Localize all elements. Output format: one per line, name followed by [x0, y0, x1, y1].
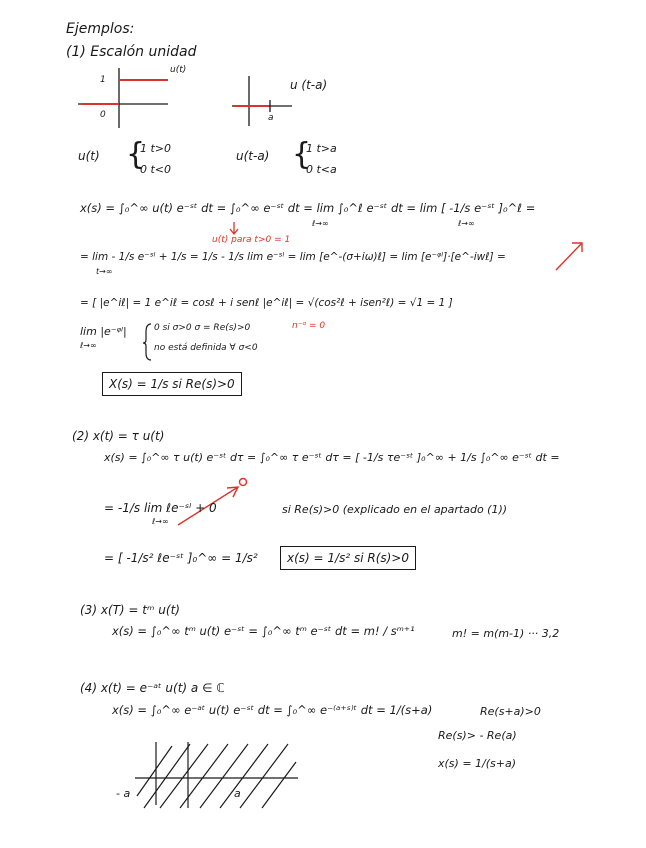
s1-case-converges: 0 si σ>0 σ = Re(s)>0: [154, 323, 251, 333]
s4-equation: x(s) = ∫₀^∞ e⁻ᵃᵗ u(t) e⁻ˢᵗ dt = ∫₀^∞ e⁻⁽ᵃ⁺ˢ⁾ᵗ dt = 1/(s+a): [112, 703, 433, 717]
plot1-label: u(t): [170, 65, 187, 75]
u-def-case1: 1 t>0: [140, 142, 172, 155]
u-def-lhs: u(t): [78, 149, 100, 163]
u-def-brace: {: [126, 137, 146, 172]
s1-lim-sub: ℓ→∞: [80, 341, 97, 350]
s4-condition-1: Re(s+a)>0: [480, 705, 541, 718]
s1-eq2-limit: t→∞: [96, 267, 113, 276]
ua-def-lhs: u(t-a): [236, 149, 270, 163]
plot2-label: u (t-a): [290, 78, 328, 92]
page-heading: Ejemplos:: [66, 21, 135, 37]
section2-title: (2) x(t) = τ u(t): [72, 429, 165, 443]
plot1-tick-zero: 0: [100, 110, 106, 120]
s1-equation-3: = [ |e^iℓ| = 1 e^iℓ = cosℓ + i senℓ |e^iℓ| = √(cos²ℓ + isen²ℓ) = √1 = 1 ]: [80, 297, 453, 309]
s1-eq1-limit: ℓ→∞: [312, 219, 329, 228]
ua-def-case2: 0 t<a: [306, 163, 337, 176]
s2-equation-2: = -1/s lim ℓe⁻ˢˡ + 0: [104, 501, 217, 515]
s1-result-box: X(s) = 1/s si Re(s)>0: [102, 372, 242, 396]
s3-factorial-note: m! = m(m-1) ··· 3,2: [452, 627, 560, 640]
roc-label-a: a: [234, 787, 241, 800]
ua-def-brace: {: [292, 137, 312, 172]
plot1-tick-one: 1: [100, 75, 106, 85]
s1-lim-expression: lim |e⁻ᵠˡ|: [80, 325, 127, 338]
s2-eq2-note: si Re(s)>0 (explicado en el apartado (1)): [282, 503, 508, 516]
section4-title: (4) x(t) = e⁻ᵃᵗ u(t) a ∈ ℂ: [80, 681, 225, 695]
s4-result: x(s) = 1/(s+a): [438, 757, 517, 770]
s2-eq2-limit: ℓ→∞: [152, 517, 169, 526]
plot2-tick-a-label: a: [268, 113, 274, 123]
s2-equation-3: = [ -1/s² ℓe⁻ˢᵗ ]₀^∞ = 1/s²: [104, 551, 258, 565]
section3-title: (3) x(T) = tᵐ u(t): [80, 603, 180, 617]
s1-case-undefined: no está definida ∀ σ<0: [154, 343, 258, 353]
unit-step-plot: [78, 68, 168, 128]
roc-label-minus-a: - a: [116, 787, 131, 800]
annotation-arrow: [230, 222, 238, 234]
s1-equation-1: x(s) = ∫₀^∞ u(t) e⁻ˢᵗ dt = ∫₀^∞ e⁻ˢᵗ dt = lim ∫₀^ℓ e⁻ˢᵗ dt = lim [ -1/s e⁻ˢᵗ ]₀^ℓ =: [80, 201, 536, 215]
s3-equation: x(s) = ∫₀^∞ tᵐ u(t) e⁻ˢᵗ = ∫₀^∞ tᵐ e⁻ˢᵗ dt = m! / sᵐ⁺¹: [112, 624, 415, 638]
s2-result-box: x(s) = 1/s² si R(s)>0: [280, 546, 416, 570]
cross-out-mark: [556, 243, 582, 270]
roc-plot: [135, 742, 298, 808]
red-note: u(t) para t>0 = 1: [212, 235, 291, 245]
s1-eq1-limit-2: ℓ→∞: [458, 219, 475, 228]
section1-title: (1) Escalón unidad: [66, 44, 197, 60]
shifted-step-plot: [232, 76, 292, 126]
cases-brace: [143, 324, 151, 360]
u-def-case2: 0 t<0: [140, 163, 172, 176]
s1-case-red-note: n⁻ᵅ = 0: [292, 321, 326, 331]
s4-condition-2: Re(s)> - Re(a): [438, 729, 517, 742]
s1-equation-2: = lim - 1/s e⁻ˢˡ + 1/s = 1/s - 1/s lim e⁻ˢˡ = lim [e^-(σ+iω)ℓ] = lim [e⁻ᵠˡ]·[e^-iwℓ] =: [80, 251, 506, 263]
s2-equation-1: x(s) = ∫₀^∞ τ u(t) e⁻ˢᵗ dτ = ∫₀^∞ τ e⁻ˢᵗ dτ = [ -1/s τe⁻ˢᵗ ]₀^∞ + 1/s ∫₀^∞ e⁻ˢᵗ dt =: [104, 451, 560, 464]
ua-def-case1: 1 t>a: [306, 142, 337, 155]
